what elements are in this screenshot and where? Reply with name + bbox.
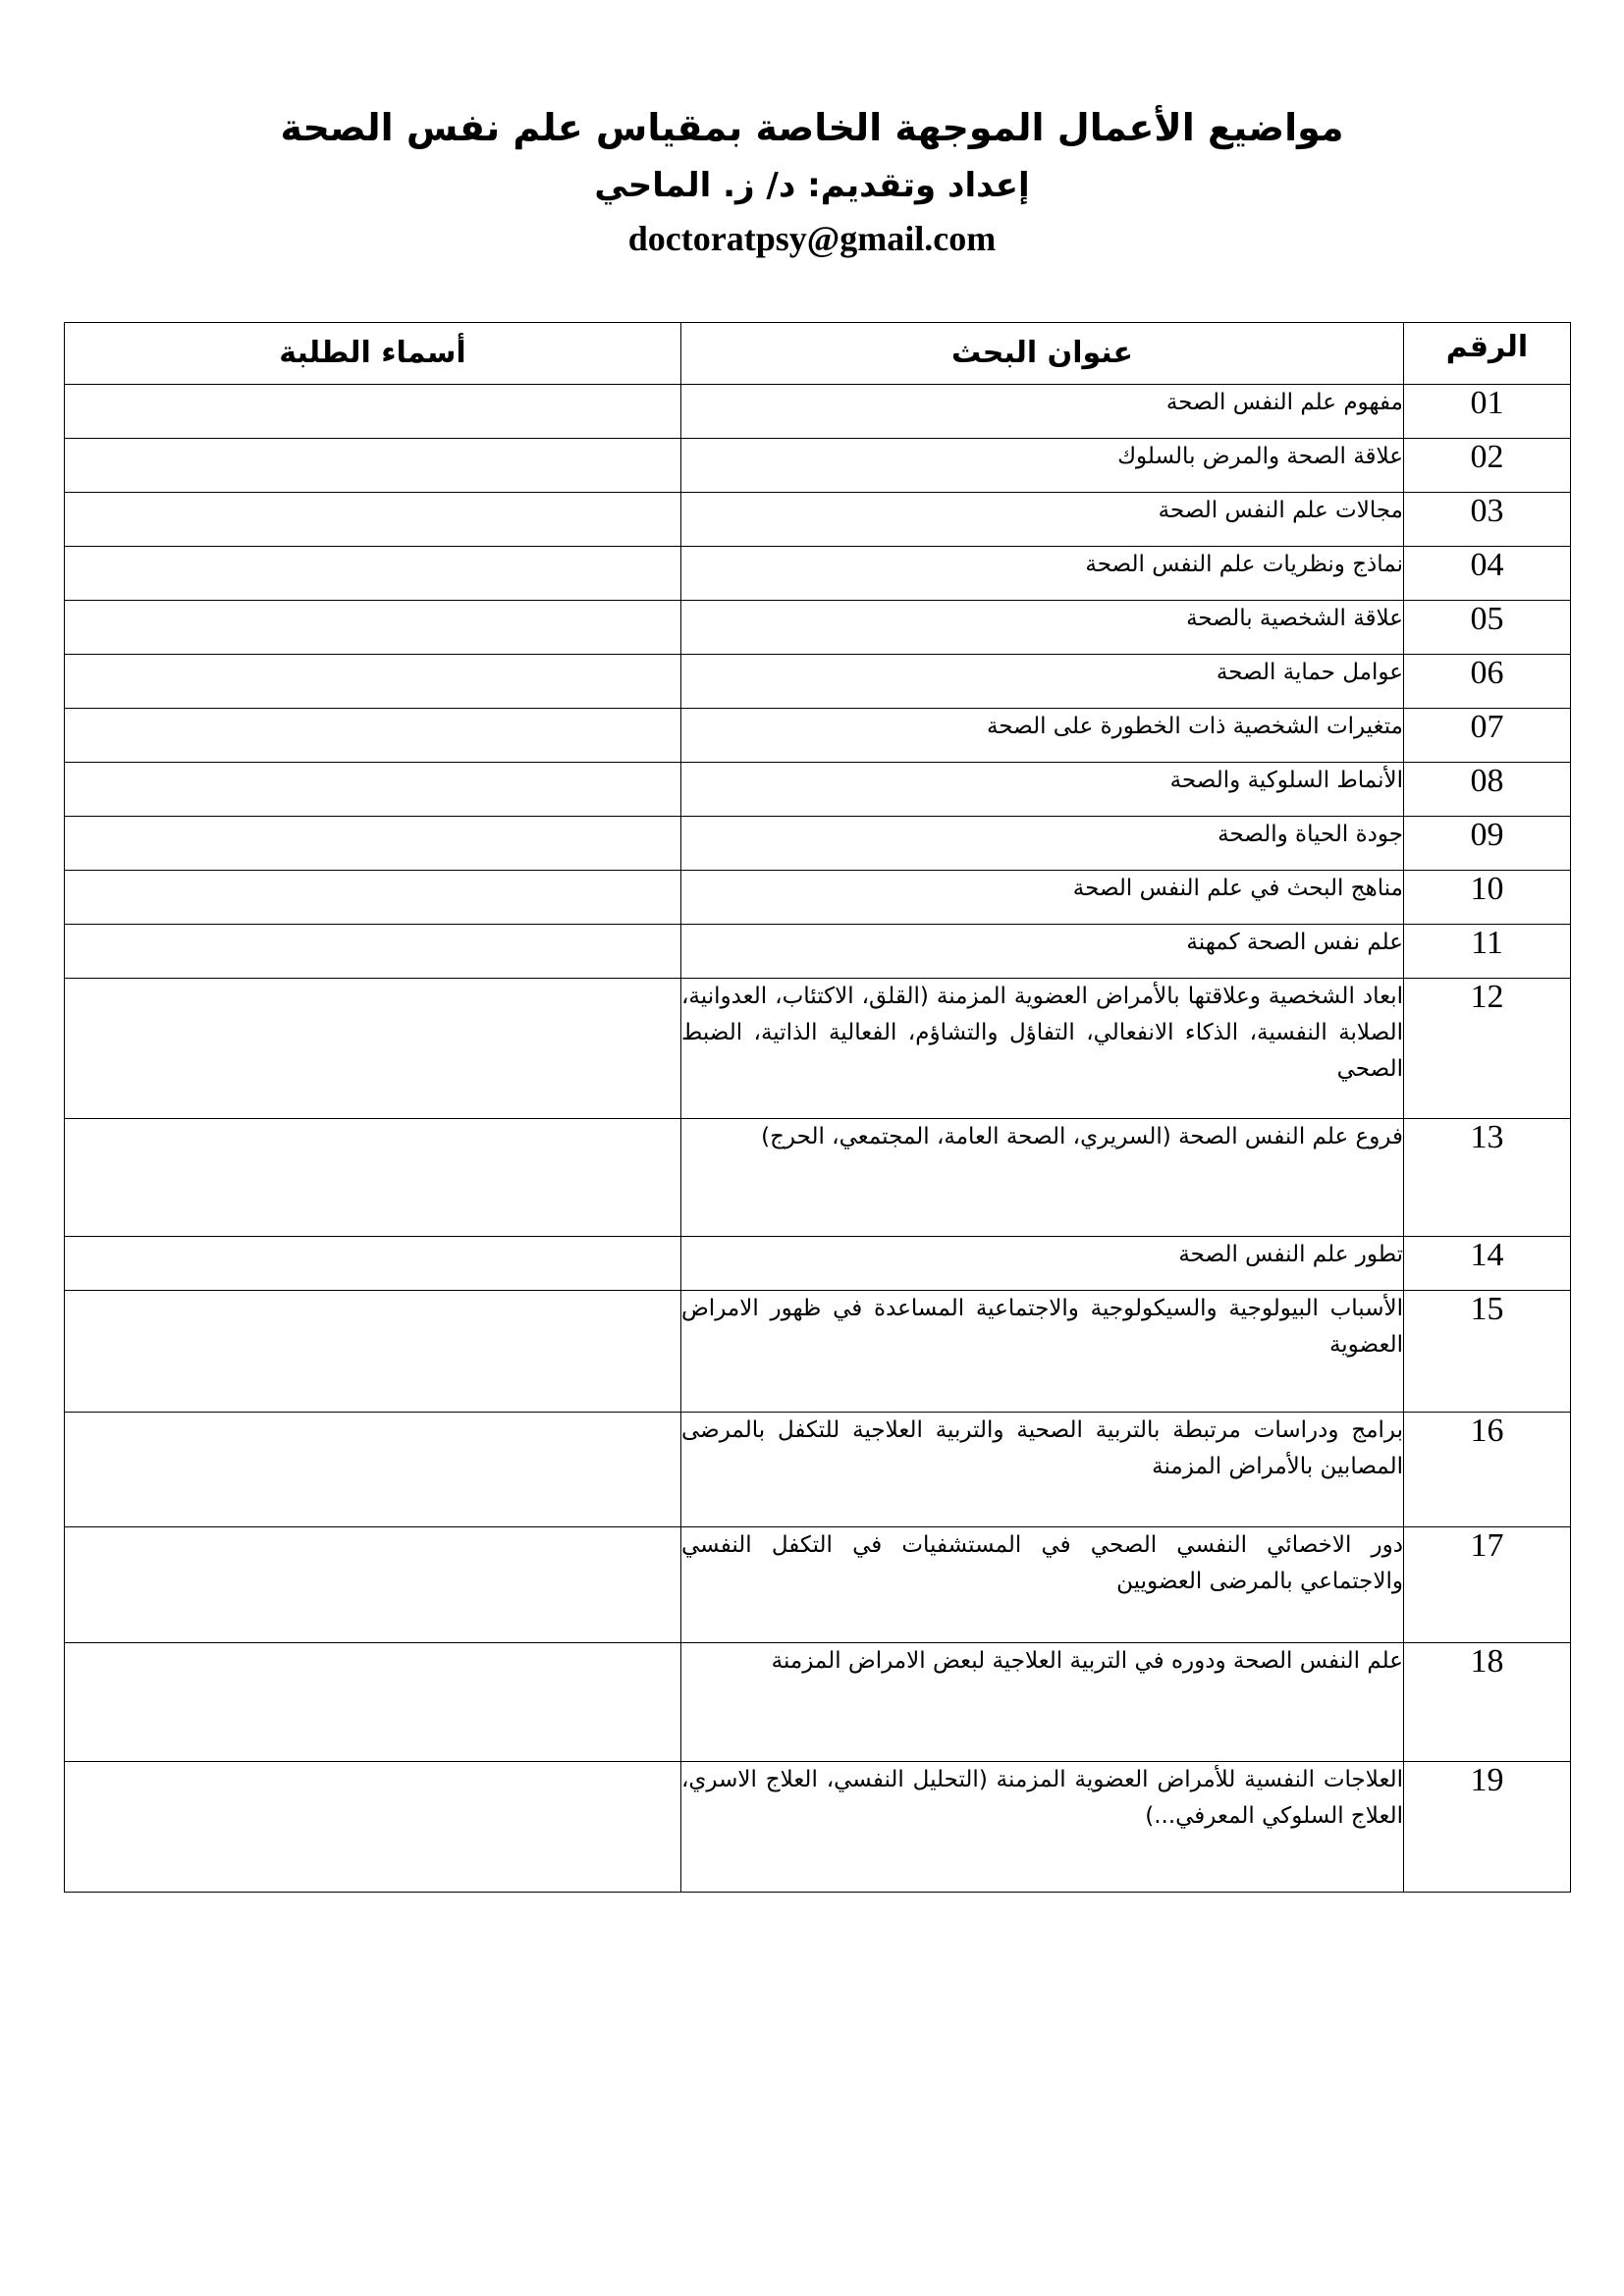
column-header-number: الرقم bbox=[1404, 323, 1571, 385]
row-number: 05 bbox=[1404, 601, 1571, 655]
table-row bbox=[65, 1413, 1571, 1527]
row-title: علم النفس الصحة ودوره في التربية العلاجية لبعض الامراض المزمنة bbox=[681, 1643, 1404, 1762]
row-number: 17 bbox=[1404, 1527, 1571, 1643]
row-students[interactable] bbox=[65, 817, 681, 871]
row-students[interactable] bbox=[65, 1527, 681, 1643]
row-students[interactable] bbox=[65, 1762, 681, 1893]
row-students[interactable] bbox=[65, 871, 681, 925]
table-row bbox=[65, 1291, 1571, 1413]
row-title: علاقة الصحة والمرض بالسلوك bbox=[681, 439, 1404, 493]
row-title: مجالات علم النفس الصحة bbox=[681, 493, 1404, 547]
row-title: الأنماط السلوكية والصحة bbox=[681, 763, 1404, 817]
table-row bbox=[65, 439, 1571, 493]
row-students[interactable] bbox=[65, 493, 681, 547]
row-title: العلاجات النفسية للأمراض العضوية المزمنة (التحليل النفسي، العلاج الاسري، العلاج السلوكي المعرفي...) bbox=[681, 1762, 1404, 1893]
row-number: 13 bbox=[1404, 1119, 1571, 1237]
row-number: 18 bbox=[1404, 1643, 1571, 1762]
table-row bbox=[65, 1119, 1571, 1237]
row-title: برامج ودراسات مرتبطة بالتربية الصحية والتربية العلاجية للتكفل بالمرضى المصابين بالأمراض المزمنة bbox=[681, 1413, 1404, 1527]
row-students[interactable] bbox=[65, 763, 681, 817]
row-title: متغيرات الشخصية ذات الخطورة على الصحة bbox=[681, 709, 1404, 763]
row-students[interactable] bbox=[65, 709, 681, 763]
row-title: نماذج ونظريات علم النفس الصحة bbox=[681, 547, 1404, 601]
row-students[interactable] bbox=[65, 1237, 681, 1291]
table-header-row bbox=[65, 323, 1571, 385]
row-title: تطور علم النفس الصحة bbox=[681, 1237, 1404, 1291]
row-number: 07 bbox=[1404, 709, 1571, 763]
row-students[interactable] bbox=[65, 979, 681, 1119]
row-students[interactable] bbox=[65, 655, 681, 709]
author-email: doctoratpsy@gmail.com bbox=[627, 219, 997, 258]
table-row bbox=[65, 709, 1571, 763]
row-students[interactable] bbox=[65, 385, 681, 439]
table-row bbox=[65, 385, 1571, 439]
table-row bbox=[65, 763, 1571, 817]
table-row bbox=[65, 925, 1571, 979]
row-students[interactable] bbox=[65, 1413, 681, 1527]
row-students[interactable] bbox=[65, 1291, 681, 1413]
row-title: علم نفس الصحة كمهنة bbox=[681, 925, 1404, 979]
document-title: مواضيع الأعمال الموجهة الخاصة بمقياس علم نفس الصحة bbox=[280, 106, 1344, 149]
table-row bbox=[65, 547, 1571, 601]
column-header-title: عنوان البحث bbox=[681, 323, 1404, 385]
table-row bbox=[65, 817, 1571, 871]
row-title: جودة الحياة والصحة bbox=[681, 817, 1404, 871]
row-number: 04 bbox=[1404, 547, 1571, 601]
table-row bbox=[65, 1527, 1571, 1643]
row-number: 16 bbox=[1404, 1413, 1571, 1527]
table-row bbox=[65, 979, 1571, 1119]
row-number: 14 bbox=[1404, 1237, 1571, 1291]
row-students[interactable] bbox=[65, 925, 681, 979]
table-row bbox=[65, 1762, 1571, 1893]
row-students[interactable] bbox=[65, 1119, 681, 1237]
table-row bbox=[65, 493, 1571, 547]
table-row bbox=[65, 1643, 1571, 1762]
row-title: الأسباب البيولوجية والسيكولوجية والاجتماعية المساعدة في ظهور الامراض العضوية bbox=[681, 1291, 1404, 1413]
document-author: إعداد وتقديم: د/ ز. الماحي bbox=[594, 166, 1030, 205]
table-row bbox=[65, 1237, 1571, 1291]
row-title: مناهج البحث في علم النفس الصحة bbox=[681, 871, 1404, 925]
row-number: 03 bbox=[1404, 493, 1571, 547]
row-title: عوامل حماية الصحة bbox=[681, 655, 1404, 709]
row-title: مفهوم علم النفس الصحة bbox=[681, 385, 1404, 439]
row-title: علاقة الشخصية بالصحة bbox=[681, 601, 1404, 655]
row-students[interactable] bbox=[65, 601, 681, 655]
topics-table bbox=[64, 322, 1571, 1893]
row-number: 06 bbox=[1404, 655, 1571, 709]
row-students[interactable] bbox=[65, 439, 681, 493]
column-header-students: أسماء الطلبة bbox=[65, 323, 681, 385]
row-number: 01 bbox=[1404, 385, 1571, 439]
row-number: 19 bbox=[1404, 1762, 1571, 1893]
row-number: 11 bbox=[1404, 925, 1571, 979]
row-students[interactable] bbox=[65, 547, 681, 601]
table-row bbox=[65, 655, 1571, 709]
table-row bbox=[65, 871, 1571, 925]
document-header bbox=[0, 98, 1624, 263]
row-number: 08 bbox=[1404, 763, 1571, 817]
row-title: ابعاد الشخصية وعلاقتها بالأمراض العضوية المزمنة (القلق، الاكتئاب، العدوانية، الصلابة النفسية، الذكاء الانفعالي، التفاؤل والتشاؤم، الفعالية الذاتية، الضبط الصحي bbox=[681, 979, 1404, 1119]
row-number: 10 bbox=[1404, 871, 1571, 925]
row-title: دور الاخصائي النفسي الصحي في المستشفيات في التكفل النفسي والاجتماعي بالمرضى العضويين bbox=[681, 1527, 1404, 1643]
row-students[interactable] bbox=[65, 1643, 681, 1762]
row-number: 15 bbox=[1404, 1291, 1571, 1413]
table-row bbox=[65, 601, 1571, 655]
row-number: 09 bbox=[1404, 817, 1571, 871]
row-number: 02 bbox=[1404, 439, 1571, 493]
row-title: فروع علم النفس الصحة (السريري، الصحة العامة، المجتمعي، الحرج) bbox=[681, 1119, 1404, 1237]
row-number: 12 bbox=[1404, 979, 1571, 1119]
